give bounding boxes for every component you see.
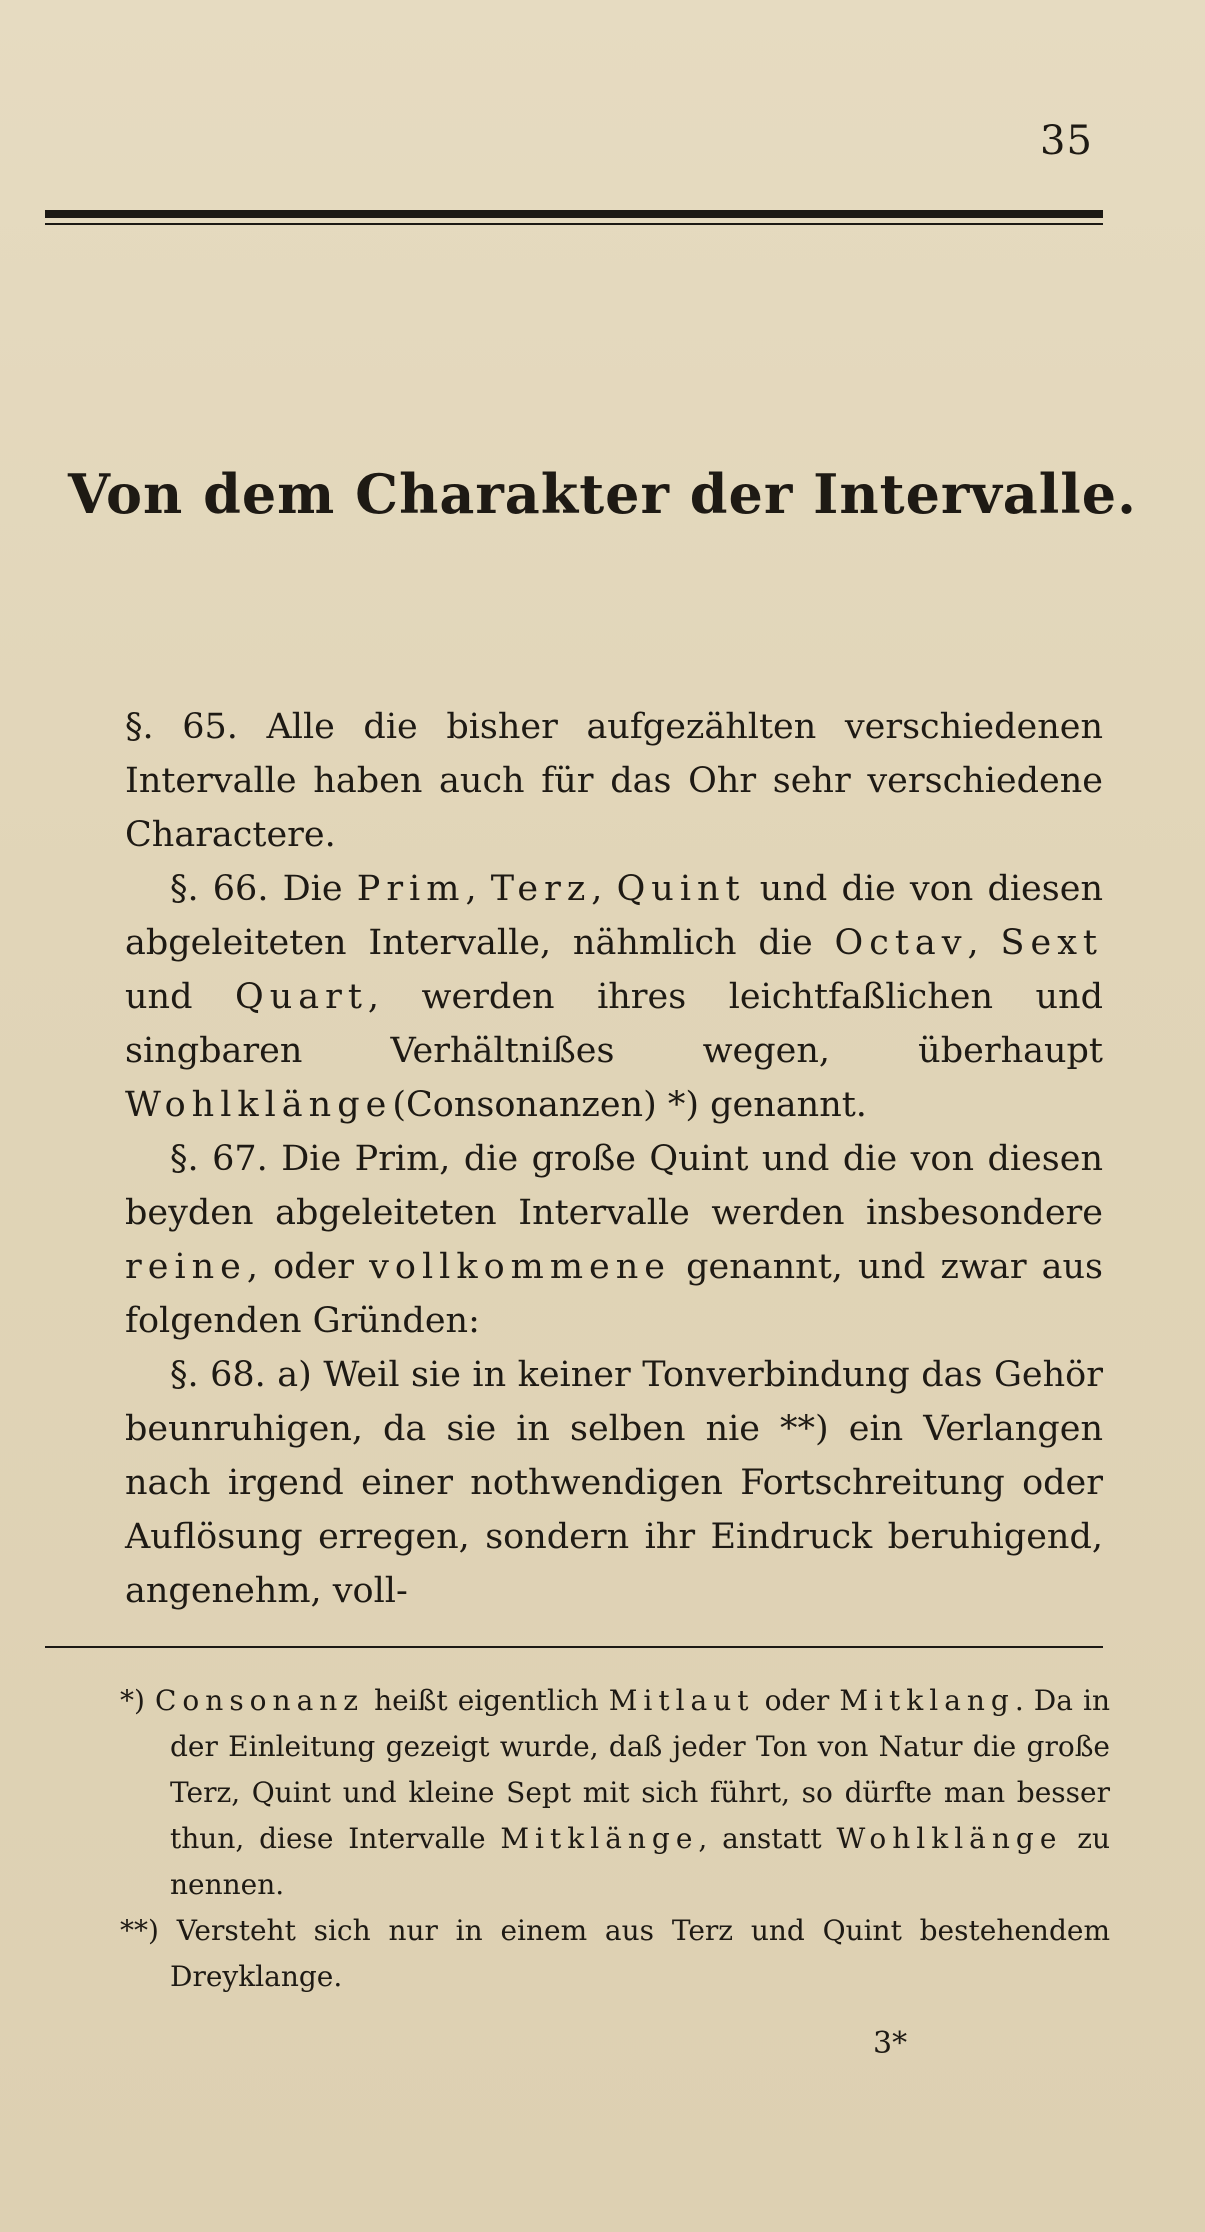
emphasized-term: Prim <box>356 869 466 909</box>
paragraph-65: §. 65. Alle die bisher aufgezählten verschiedenen Intervalle haben auch für das Ohr sehr verschiedene Charactere. <box>125 707 1103 855</box>
footnote-1: *) Consonanz heißt eigentlich Mitlaut oder Mitklang. Da in der Einleitung gezeigt wurde, daß jeder Ton von Natur die große Terz, Quint und kleine Sept mit sich führt, so dürfte man besser thun, diese Intervalle Mitklänge, anstatt Wohlklänge zu nennen. <box>120 1684 1111 1901</box>
paragraph-66: §. 66. Die Prim, Terz, Quint und die von diesen abgeleiteten Intervalle, nähmlich die Octav, Sext und Quart, werden ihres leichtfaßlichen und singbaren Verhältnißes wegen, überhaupt Wohlklänge(Consonanzen) *) genannt. <box>125 869 1103 1125</box>
emphasized-term: vollkommene <box>369 1247 671 1287</box>
chapter-title: Von dem Charakter der Intervalle. <box>68 462 1137 526</box>
emphasized-term: Sext <box>1000 923 1103 963</box>
section-number: §. 67. <box>170 1139 268 1179</box>
emphasized-term: Quint <box>616 869 746 909</box>
paragraph-67: §. 67. Die Prim, die große Quint und die von diesen beyden abgeleiteten Intervalle werden insbesondere reine, oder vollkommene genannt, und zwar aus folgenden Gründen: <box>125 1139 1103 1341</box>
footnote-marker: *) <box>120 1684 145 1717</box>
section-number: §. 66. <box>170 869 269 909</box>
emphasized-term: reine <box>125 1247 247 1287</box>
section-number: §. 65. <box>125 707 238 747</box>
paragraph-68: §. 68. a) Weil sie in keiner Tonverbindung das Gehör beunruhigen, da sie in selben nie **) ein Verlangen nach irgend einer nothwendigen Fortschreitung oder Auflösung erregen, sondern ihr Eindruck beruhigend, angenehm, voll- <box>125 1355 1103 1611</box>
page-number: 35 <box>1040 118 1093 164</box>
emphasized-term: Terz <box>490 869 592 909</box>
footnotes <box>120 1678 1110 2000</box>
emphasized-term: Quart <box>235 977 368 1017</box>
emphasized-term: Octav <box>834 923 968 963</box>
footnote-marker: **) <box>120 1914 159 1947</box>
emphasized-term: Wohlklänge <box>125 1085 393 1125</box>
emphasized-term: Wohlklänge <box>836 1822 1063 1855</box>
footnote-rule <box>45 1646 1103 1648</box>
emphasized-term: Mitlaut <box>608 1684 755 1717</box>
signature-mark: 3* <box>873 2026 908 2061</box>
section-number: §. 68. <box>170 1355 266 1395</box>
main-text <box>125 700 1103 1618</box>
emphasized-term: Mitklänge <box>500 1822 699 1855</box>
header-rule <box>45 210 1103 225</box>
footnote-2: **) Versteht sich nur in einem aus Terz und Quint bestehendem Dreyklange. <box>120 1914 1110 1993</box>
emphasized-term: Mitklang <box>839 1684 1015 1717</box>
emphasized-term: Consonanz <box>155 1684 365 1717</box>
